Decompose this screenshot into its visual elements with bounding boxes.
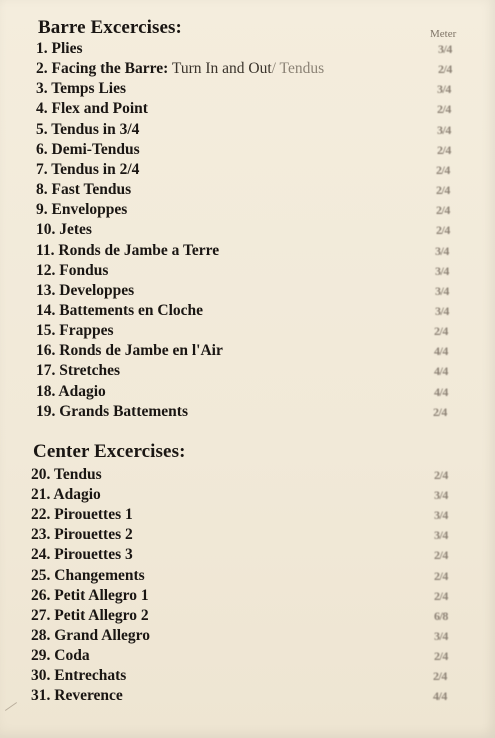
exercise-row bbox=[0, 382, 495, 402]
exercise-row bbox=[0, 180, 495, 200]
meter-value: 3/4 bbox=[435, 303, 449, 318]
meter-value: 2/4 bbox=[437, 142, 451, 157]
exercise-row bbox=[0, 402, 495, 422]
meter-value: 4/4 bbox=[434, 364, 448, 379]
exercise-label bbox=[36, 321, 114, 341]
exercise-name: 20. Tendus bbox=[31, 466, 102, 483]
exercise-name: 14. Battements en Cloche bbox=[36, 301, 204, 319]
exercise-row bbox=[0, 140, 495, 160]
exercise-row bbox=[0, 666, 495, 686]
exercise-name: 31. Reverence bbox=[31, 687, 123, 705]
exercise-row bbox=[0, 361, 495, 381]
exercise-row bbox=[0, 505, 495, 525]
exercise-label bbox=[36, 120, 139, 140]
meter-value: 6/8 bbox=[434, 608, 448, 623]
exercise-label bbox=[36, 301, 203, 321]
exercise-name: 15. Frappes bbox=[36, 322, 114, 340]
exercise-row bbox=[0, 646, 495, 666]
exercise-name: 5. Tendus in 3/4 bbox=[36, 120, 140, 138]
exercise-row bbox=[0, 59, 495, 79]
meter-value: 3/4 bbox=[435, 243, 449, 258]
exercise-name: 9. Enveloppes bbox=[36, 201, 128, 219]
exercise-label bbox=[36, 341, 223, 361]
exercise-label bbox=[31, 525, 133, 545]
meter-value: 3/4 bbox=[437, 122, 451, 137]
meter-value: 2/4 bbox=[434, 324, 448, 339]
meter-value: 3/4 bbox=[437, 82, 451, 97]
exercise-name: 4. Flex and Point bbox=[36, 100, 148, 118]
exercise-row bbox=[0, 301, 495, 321]
exercise-row bbox=[0, 281, 495, 301]
exercise-name: 7. Tendus in 2/4 bbox=[36, 160, 140, 178]
meter-value: 2/4 bbox=[437, 102, 451, 117]
exercise-name: 11. Ronds de Jambe a Terre bbox=[36, 241, 220, 259]
meter-value: 2/4 bbox=[436, 183, 450, 198]
exercise-name: 27. Petit Allegro 2 bbox=[31, 606, 149, 624]
exercise-label bbox=[36, 39, 83, 59]
meter-value: 4/4 bbox=[433, 689, 447, 704]
exercise-row bbox=[0, 39, 495, 59]
exercise-label bbox=[36, 99, 148, 119]
exercise-label bbox=[31, 485, 101, 505]
exercise-row bbox=[0, 545, 495, 565]
exercise-row bbox=[0, 160, 495, 180]
exercise-row bbox=[0, 626, 495, 646]
exercise-row bbox=[0, 120, 495, 140]
exercise-label bbox=[36, 180, 131, 200]
exercise-row bbox=[0, 200, 495, 220]
exercise-label bbox=[36, 140, 140, 160]
exercise-row bbox=[0, 606, 495, 626]
exercise-label bbox=[36, 79, 126, 99]
exercise-name: 18. Adagio bbox=[36, 382, 106, 400]
exercise-label bbox=[36, 402, 188, 422]
exercise-name: 19. Grands Battements bbox=[36, 402, 188, 420]
meter-value: 3/4 bbox=[435, 263, 449, 278]
exercise-name: 2. Facing the Barre: bbox=[36, 60, 169, 78]
meter-value: 3/4 bbox=[434, 628, 448, 643]
meter-value: 4/4 bbox=[434, 344, 448, 359]
meter-value: 2/4 bbox=[434, 568, 448, 583]
exercise-name: 10. Jetes bbox=[36, 221, 92, 239]
meter-value: 3/4 bbox=[435, 283, 449, 298]
meter-value: 2/4 bbox=[434, 468, 448, 482]
exercise-name: 3. Temps Lies bbox=[36, 80, 127, 98]
meter-value: 2/4 bbox=[433, 404, 447, 419]
exercise-label bbox=[31, 646, 90, 666]
exercise-name: 25. Changements bbox=[31, 566, 145, 584]
exercise-row bbox=[0, 341, 495, 361]
exercise-label bbox=[31, 606, 149, 626]
exercise-row bbox=[0, 465, 495, 485]
exercise-label bbox=[31, 505, 133, 525]
exercise-row bbox=[0, 220, 495, 240]
meter-value: 2/4 bbox=[434, 548, 448, 563]
meter-value: 2/4 bbox=[436, 223, 450, 238]
exercise-name: 26. Petit Allegro 1 bbox=[31, 586, 149, 604]
meter-value: 3/4 bbox=[438, 42, 452, 56]
exercise-row bbox=[0, 241, 495, 261]
exercise-label bbox=[36, 281, 134, 301]
exercise-label bbox=[31, 686, 123, 706]
exercise-detail: Turn In and Out bbox=[168, 60, 272, 78]
exercise-name: 21. Adagio bbox=[31, 486, 101, 504]
exercise-name: 13. Developpes bbox=[36, 281, 135, 299]
meter-value: 2/4 bbox=[434, 588, 448, 603]
exercise-label bbox=[31, 566, 145, 586]
meter-value: 2/4 bbox=[436, 203, 450, 218]
exercise-label bbox=[36, 261, 108, 281]
meter-value: 2/4 bbox=[438, 62, 452, 77]
exercise-name: 23. Pirouettes 2 bbox=[31, 526, 133, 544]
exercise-row bbox=[0, 321, 495, 341]
meter-value: 2/4 bbox=[436, 162, 450, 177]
meter-value: 2/4 bbox=[433, 669, 447, 683]
exercise-name: 30. Entrechats bbox=[31, 667, 127, 684]
exercise-name: 1. Plies bbox=[36, 40, 83, 57]
exercise-name: 24. Pirouettes 3 bbox=[31, 546, 133, 564]
barre-heading: Barre Excercises: bbox=[38, 17, 182, 38]
exercise-name: 22. Pirouettes 1 bbox=[31, 506, 133, 524]
meter-value: 2/4 bbox=[434, 648, 448, 663]
exercise-label bbox=[36, 241, 219, 261]
center-heading: Center Excercises: bbox=[33, 441, 186, 462]
exercise-row bbox=[0, 566, 495, 586]
exercise-label bbox=[36, 361, 120, 381]
exercise-row bbox=[0, 485, 495, 505]
meter-value: 3/4 bbox=[434, 488, 448, 503]
exercise-label bbox=[36, 220, 92, 240]
meter-value: 3/4 bbox=[434, 528, 448, 543]
exercise-row bbox=[0, 99, 495, 119]
exercise-name: 17. Stretches bbox=[36, 362, 121, 380]
meter-column-header: Meter bbox=[430, 28, 457, 40]
exercise-row bbox=[0, 686, 495, 706]
exercise-name: 28. Grand Allegro bbox=[31, 626, 150, 644]
exercise-name: 6. Demi-Tendus bbox=[36, 140, 140, 158]
exercise-label bbox=[36, 382, 106, 402]
meter-value: 3/4 bbox=[434, 508, 448, 523]
exercise-name: 16. Ronds de Jambe en l'Air bbox=[36, 342, 223, 360]
exercise-label bbox=[36, 59, 324, 79]
exercise-detail-faded: / Tendus bbox=[271, 60, 325, 78]
exercise-label bbox=[31, 465, 102, 485]
exercise-name: 29. Coda bbox=[31, 646, 90, 664]
exercise-row bbox=[0, 525, 495, 545]
meter-value: 4/4 bbox=[434, 384, 448, 399]
exercise-label bbox=[31, 586, 149, 606]
exercise-row bbox=[0, 79, 495, 99]
exercise-label bbox=[31, 545, 133, 565]
exercise-label bbox=[36, 160, 139, 180]
exercise-label bbox=[31, 666, 126, 686]
exercise-name: 12. Fondus bbox=[36, 261, 109, 279]
exercise-label bbox=[36, 200, 127, 220]
exercise-row bbox=[0, 586, 495, 606]
exercise-label bbox=[31, 626, 150, 646]
exercise-name: 8. Fast Tendus bbox=[36, 181, 132, 199]
exercise-row bbox=[0, 261, 495, 281]
